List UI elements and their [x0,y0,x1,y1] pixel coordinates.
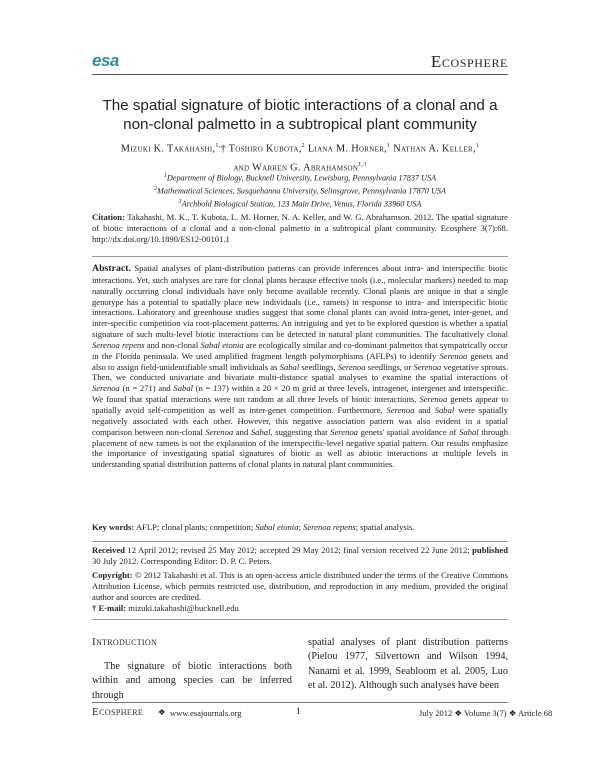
header-rule [92,74,508,75]
abstract-text: genets' spatial avoidance of [357,426,460,437]
species-name: Serenoa [205,426,234,437]
footer-url[interactable]: www.esajournals.org [170,708,242,718]
affiliation-1 [92,171,508,184]
citation-label: Citation: [92,212,125,222]
author-abrahamson: and Warren G. Abrahamson [233,162,359,174]
abstract-text: (n = 271) and [119,383,174,394]
species-name: Serenoa [439,350,468,361]
abstract-text: seedlings, [299,361,338,372]
abstract-text: vegetative sprouts. Then, we conducted univariate and bivariate multi-distance spatial analyses to examine the spatial interactions of [92,361,508,383]
author-kubota: Toshiro Kubota, [228,143,302,155]
footer-issue-info: July 2012 ❖ Volume 3(7) ❖ Article 68 [419,708,553,718]
keywords-text: Sabal etonia [255,522,299,532]
abstract-text: genets appear to spatially avoid self-competition as well as inter-genet competition. Furthermore, [92,394,508,415]
abstract-text: and [233,426,251,437]
affil-num: 2 [154,186,158,193]
affiliations [92,171,508,211]
email-label: † E-mail: [92,603,127,613]
received-text: 12 April 2012; revised 25 May 2012; accepted 29 May 2012; final version received 22 June 2012; [124,545,473,555]
received-text: 30 July 2012. Corresponding Editor: D. P. C. Peters. [92,555,272,566]
affiliation-2 [92,184,508,197]
front-matter-rule [92,619,508,620]
journal-name: Ecosphere [430,52,508,71]
affil-text: Mathematical Sciences, Susquehanna University, Selinsgrove, Pennsylvania 17870 USA [157,186,446,196]
keywords-label: Key words: [92,522,135,532]
author-affil-sup: 1, [215,143,221,149]
abstract-text: are ecologically similar and co-dominant palmettos that sympatrically occur in the Florida peninsula. We used amplified fragment length polymorphisms (AFLPs) to identify [92,339,508,361]
species-name: Sabal [434,404,455,415]
abstract-heading: Abstract. [92,263,131,274]
keywords-text: ; [298,522,304,532]
received-dates [92,545,508,567]
introduction-heading: Introduction [92,636,158,648]
received-label: Received [92,545,125,555]
species-name: Serenoa [413,361,442,372]
copyright-label: Copyright: [92,570,133,580]
citation-text[interactable]: Takahashi, M. K., T. Kubota, L. M. Horner, N. A. Keller, and W. G. Abrahamson. 2012. The spatial signature of biotic interactions of a clonal and a non-clonal palmetto in a subtropical plant community. Ecosphere 3(7):68. http://dx.doi.org/10.1890/ES12-00101.1 [92,212,508,244]
citation [92,212,508,245]
abstract-text: and [414,404,435,415]
affiliation-3 [92,197,508,210]
author-affil-sup: 1,3 [358,162,367,169]
author-keller: Nathan A. Keller, [393,143,476,155]
species-name: Serenoa [386,404,415,415]
article-title: The spatial signature of biotic interactions of a clonal and a non-clonal palmetto in a subtropical plant community [102,97,498,133]
abstract-text: and non-clonal [144,339,201,350]
citation-rule [92,256,508,257]
keywords-text: ; spatial analysis. [355,522,415,532]
keywords-text: Serenoa repens [303,522,356,532]
corresponding-email [92,603,508,614]
footer-journal-name: Ecosphere [92,706,144,718]
introduction-column-1: The signature of biotic interactions both within and among species can be inferred through [92,661,292,701]
email-link[interactable]: mizuki.takahashi@bucknell.edu [126,603,239,613]
affil-text: Archbold Biological Station, 123 Main Drive, Venus, Florida 33960 USA [181,200,422,210]
species-name: Sabal [173,383,193,394]
keywords-rule [92,541,508,542]
keywords [92,522,508,533]
species-name: Sabal [250,426,271,437]
species-name: Serenoa [337,361,366,372]
author-affil-sup: 2 [301,143,305,149]
copyright-text: © 2012 Takahashi et al. This is an open-access article distributed under the terms of the Creative Commons Attribution License, which permits restricted use, distribution, and reproduction in any medium, provided the original author and sources are credited. [92,570,508,602]
author-affil-sup: 1 [475,143,480,149]
species-name: Sabal [459,426,479,437]
author-affil-sup: 1 [387,143,391,149]
species-name: Serenoa [419,394,448,405]
abstract-text: seedlings, or [365,361,414,372]
affil-num: 3 [178,199,182,206]
published-label: published [472,545,508,555]
introduction-column-2: spatial analyses of plant distribution patterns (Pielou 1977, Silvertown and Wilson 1994, Nanami et al. 1999, Seabloom et al. 2005, Luo et al. 2012). Although such analyses have been [308,637,508,691]
affil-text: Department of Biology, Bucknell University, Lewisburg, Pennsylvania 17837 USA [166,173,437,183]
abstract-text: through placement of new ramets is not the explanation of the interspecific-level negative spatial pattern. Our results emphasize the importance of investigating spatial signatures of biotic as well as abiotic interactions at multiple levels in understanding spatial distribution patterns of clonal plants in natural plant communities. [92,426,509,470]
abstract-text: (n = 137) within a 20 × 20 m grid at three levels, intragenet, intergenet and interspecific. We found that spatial interactions were not random at all three levels of biotic interactions. [92,383,508,405]
species-name: Serenoa [92,383,120,394]
species-name: Sabal etonia [200,339,244,350]
author-horner: Liana M. Horner, [307,143,388,155]
corresponding-dagger: † [220,143,226,155]
species-name: Serenoa [330,426,358,437]
species-name: Serenoa repens [92,339,145,350]
abstract [92,263,508,470]
author-takahashi: Mizuki K. Takahashi, [120,143,216,155]
footer-separator: ❖ [158,707,166,717]
abstract-text: genets and also to assign field-unidentifiable small individuals as [92,350,508,372]
abstract-text: were spatially negatively associated with each other. However, this negative association pattern was also evident in a spatial comparison between non-clonal [92,404,508,437]
footer-rule [92,702,508,703]
esa-logo: esa [92,51,119,70]
species-name: Sabal [279,361,300,372]
abstract-text: , suggesting that [270,426,331,437]
keywords-text: AFLP; clonal plants; competition; [134,522,256,532]
affil-num: 1 [163,173,167,179]
page-number: 1 [296,707,301,717]
abstract-text: Spatial analyses of plant-distribution patterns can provide inferences about intra- and interspecific biotic interactions. Yet, such analyses are rare for clonal plants because effective tools (i.e., molecular markers) needed to map naturally occurring clonal individuals have only become available recently. Clonal plants are unique in that a single genotype has a potential to spatially place new individuals (i.e., ramets) in response to intra- and interspecific biotic interactions. Laboratory and greenhouse studies suggest that some clonal plants can avoid intra-genet, inter-genet, and inter-specific competition via root-placement patterns. An intriguing and yet to be explored question is whether a spatial signature of such multi-level biotic interactions can be detected in natural plant communities. The facultatively clonal [92,263,508,340]
copyright [92,570,508,602]
